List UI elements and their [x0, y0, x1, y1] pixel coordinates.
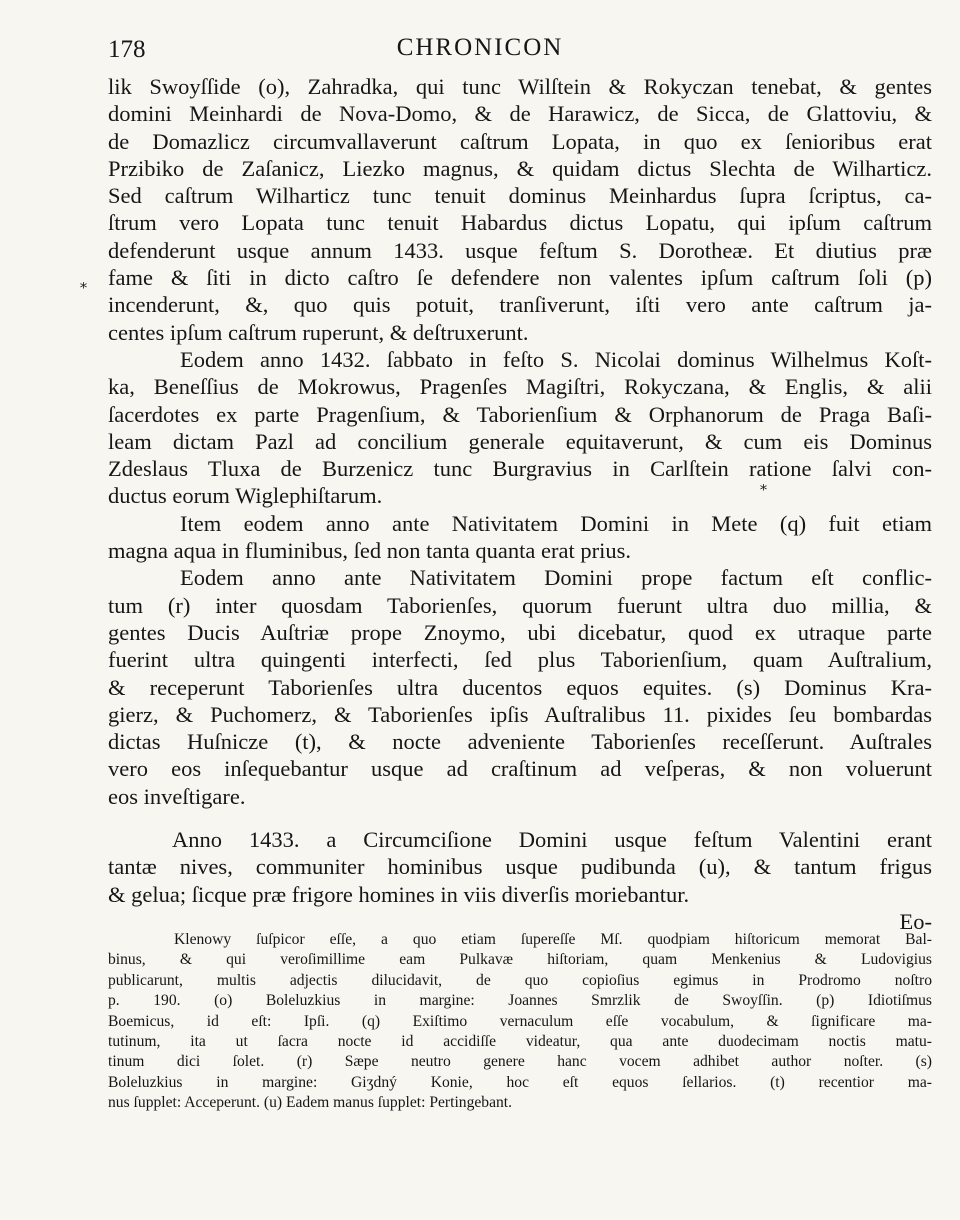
catchword: Eo-	[899, 908, 932, 934]
text-line: ſtrum vero Lopata tunc tenuit Habardus dictus Lopatu, qui ipſum caſtrum	[108, 210, 932, 236]
text-line: fame & ſiti in dicto caſtro ſe defendere non valentes ipſum caſtrum ſoli (p)	[108, 265, 932, 291]
text-line: vero eos inſequebantur usque ad craſtinum ad veſperas, & non voluerunt	[108, 756, 932, 782]
text-line: tum (r) inter quosdam Taborienſes, quorum fuerunt ultra duo millia, &	[108, 592, 932, 618]
text-line: Eodem anno 1432. ſabbato in feſto S. Nicolai dominus Wilhelmus Koſt-	[180, 346, 932, 372]
main-text	[108, 73, 932, 810]
text-line: Eodem anno ante Nativitatem Domini prope factum eſt conflic-	[180, 565, 932, 591]
text-line: leam dictam Pazl ad concilium generale equitaverunt, & cum eis Dominus	[108, 428, 932, 454]
text-line: defenderunt usque annum 1433. usque feſtum S. Dorotheæ. Et diutius præ	[108, 237, 932, 263]
footnote-line: tutinum, ita ut ſacra nocte id accidiſſe videatur, qua ante duodecimam noctis matu-	[108, 1033, 932, 1051]
main-text-2	[108, 826, 932, 935]
footnote-line: binus, & qui veroſimillime eam Pulkavæ hiſtoriam, quam Menkenius & Ludovigius	[108, 951, 932, 969]
footnote-line: tinum dici ſolet. (r) Sæpe neutro genere hanc vocem adhibet author noſter. (s)	[108, 1053, 932, 1071]
text-line: Anno 1433. a Circumciſione Domini usque feſtum Valentini erant	[172, 827, 932, 852]
running-head: CHRONICON	[396, 34, 564, 61]
text-line: lik Swoyſſide (o), Zahradka, qui tunc Wilſtein & Rokyczan tenebat, & gentes	[108, 74, 932, 99]
text-line: ſacerdotes ex parte Pragenſium, & Taborienſium & Orphanorum de Praga Baſi-	[108, 401, 932, 427]
ink-speck: ⁎	[760, 478, 767, 494]
footnote-line: Klenowy ſuſpicor eſſe, a quo etiam ſupereſſe Mſ. quodpiam hiſtoricum memorat Bal-	[174, 931, 932, 948]
text-line: gentes Ducis Auſtriæ prope Znoymo, ubi dicebatur, quod ex utraque parte	[108, 619, 932, 645]
text-line: centes ipſum caſtrum ruperunt, & deſtruxerunt.	[108, 319, 529, 345]
text-line: domini Meinhardi de Nova-Domo, & de Harawicz, de Sicca, de Glattoviu, &	[108, 101, 932, 127]
text-line: Sed caſtrum Wilharticz tunc tenuit dominus Meinhardus ſupra ſcriptus, ca-	[108, 183, 932, 209]
ink-speck: ⁎	[80, 276, 87, 292]
text-line: incenderunt, &, quo quis potuit, tranſiverunt, iſti vero ante caſtrum ja-	[108, 292, 932, 318]
text-line: fuerint ultra quingenti interfecti, ſed plus Taborienſium, quam Auſtralium,	[108, 647, 932, 673]
text-line: de Domazlicz circumvallaverunt caſtrum Lopata, in quo ex ſenioribus erat	[108, 128, 932, 154]
footnote-line: p. 190. (o) Boleluzkius in margine: Joannes Smrzlik de Swoyſſin. (p) Idiotiſmus	[108, 992, 932, 1010]
text-line: Przibiko de Zaſanicz, Liezko magnus, & quidam dictus Slechta de Wilharticz.	[108, 155, 932, 181]
text-line: dictas Huſnicze (t), & nocte adveniente Taborienſes receſſerunt. Auſtrales	[108, 729, 932, 755]
footnote-line: Boleluzkius in margine: Giʒdný Konie, hoc eſt equos ſellarios. (t) recentior ma-	[108, 1073, 932, 1091]
footnote-line: nus ſupplet: Acceperunt. (u) Eadem manus ſupplet: Pertingebant.	[108, 1094, 513, 1112]
text-line: ka, Beneſſius de Mokrowus, Pragenſes Magiſtri, Rokyczana, & Englis, & alii	[108, 374, 932, 400]
page-header	[0, 30, 960, 70]
text-line: eos inveſtigare.	[108, 783, 246, 809]
text-line: gierz, & Puchomerz, & Taborienſes ipſis Auſtralibus 11. pixides ſeu bombardas	[108, 701, 932, 727]
text-line: magna aqua in fluminibus, ſed non tanta quanta erat prius.	[108, 538, 631, 564]
text-line: tantæ nives, communiter hominibus usque pudibunda (u), & tantum frigus	[108, 854, 932, 880]
footnotes	[108, 930, 932, 1114]
text-line: ductus eorum Wiglephiſtarum.	[108, 483, 383, 509]
text-line: & gelua; ſicque præ frigore homines in viis diverſis moriebantur.	[108, 881, 690, 907]
text-line: Item eodem anno ante Nativitatem Domini in Mete (q) fuit etiam	[180, 510, 932, 536]
footnote-line: publicarunt, multis adjectis dilucidavit, de quo copioſius egimus in Prodromo noſtro	[108, 971, 932, 989]
text-line: & receperunt Taborienſes ultra ducentos equos equites. (s) Dominus Kra-	[108, 674, 932, 700]
page-number: 178	[108, 36, 146, 63]
text-line: Zdeslaus Tluxa de Burzenicz tunc Burgravius in Carlſtein ratione ſalvi con-	[108, 456, 932, 482]
footnote-line: Boemicus, id eſt: Ipſi. (q) Exiſtimo vernaculum eſſe vocabulum, & ſignificare ma-	[108, 1012, 932, 1030]
